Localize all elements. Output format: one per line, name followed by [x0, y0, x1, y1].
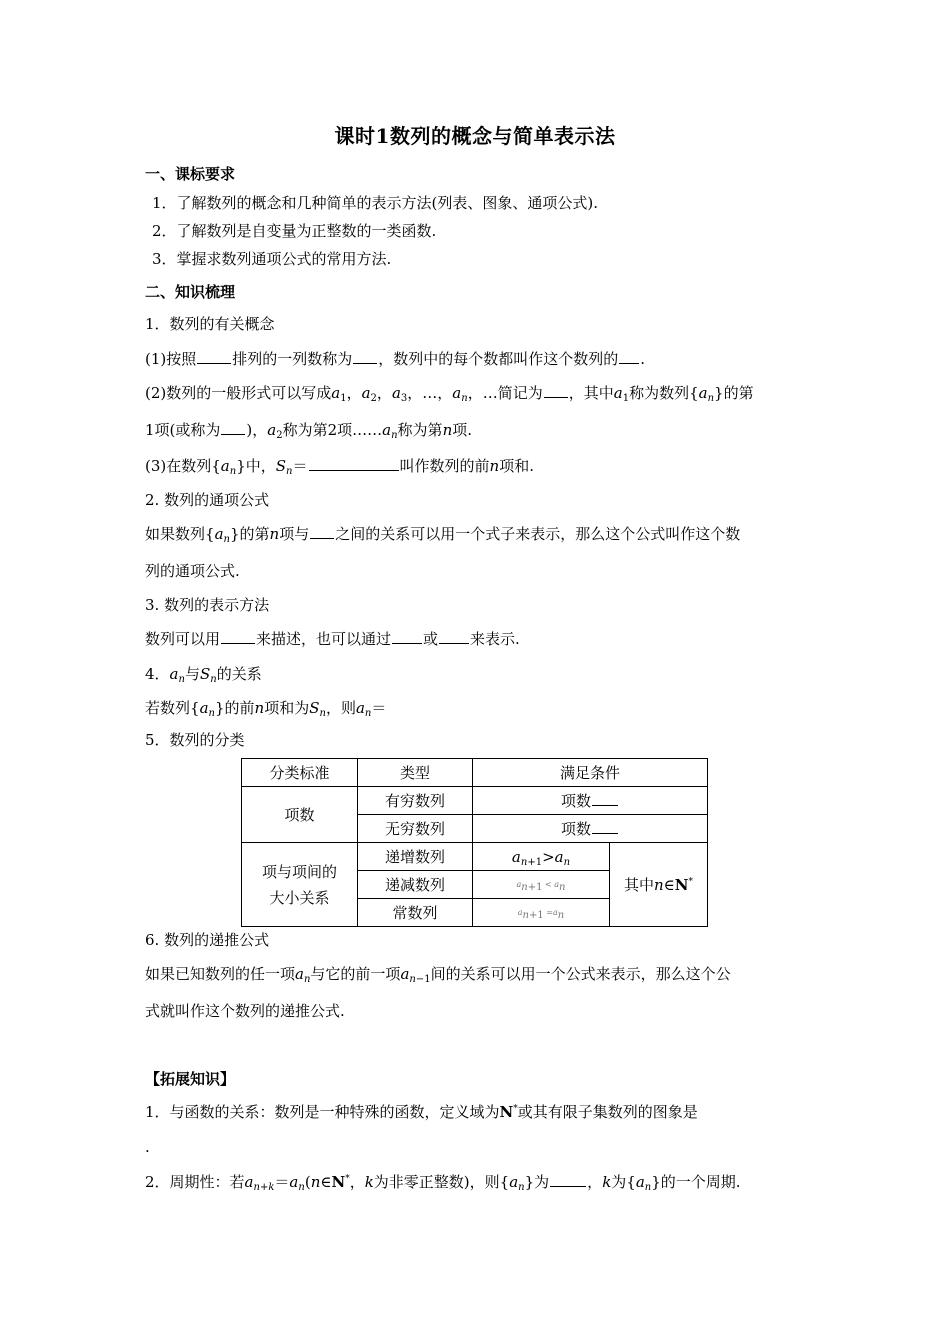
requirement-item-3: 3．掌握求数列通项公式的常用方法. — [152, 250, 392, 268]
paragraph-function-relation: 1．与函数的关系：数列是一种特殊的函数，定义域为N*或其有限子集数列的图象是 — [145, 1103, 698, 1121]
table-cell-condition: $a_{n+1} =a_n$ — [473, 899, 610, 927]
blank — [310, 524, 334, 539]
subheading-representation: 3. 数列的表示方法 — [145, 596, 270, 614]
paragraph-an-sn: 若数列$\{a_n\}$的前n项和为$S_n$，则$a_n=$ — [145, 699, 387, 719]
table-cell-condition: 项数 — [473, 787, 708, 815]
section-heading-requirements: 一、课标要求 — [145, 165, 236, 183]
blank — [592, 791, 618, 806]
paragraph-general-form-cont: 1项(或称为 )，$a_2$称为第2项$\dots\dots a_n$称为第n项. — [145, 421, 473, 441]
paragraph-general-form: (2)数列的一般形式可以写成$a_1$，$a_2$，$a_3$，…，$a_n$，…简记为 ，其中$a_1$称为数列$\{a_n\}$的第 — [145, 384, 754, 404]
requirement-item-1: 1．了解数列的概念和几种简单的表示方法(列表、图象、通项公式). — [152, 194, 599, 212]
table-cell-category: 项与项间的 大小关系 — [242, 843, 358, 927]
blank — [392, 629, 422, 644]
paragraph-partial-sum: (3)在数列$\{a_n\}$中，$S_n=$ 叫作数列的前n项和. — [145, 457, 534, 477]
table-cell-type: 有穷数列 — [358, 787, 473, 815]
table-cell-type: 递减数列 — [358, 871, 473, 899]
subheading-an-sn: 4．$a_n$与$S_n$的关系 — [145, 665, 262, 685]
blank — [309, 456, 399, 471]
subheading-classification: 5．数列的分类 — [145, 731, 245, 749]
paragraph-general-term-cont: 列的通项公式. — [145, 562, 240, 580]
section-heading-extension: 【拓展知识】 — [145, 1070, 236, 1088]
blank — [619, 349, 639, 364]
subheading-general-term: 2. 数列的通项公式 — [145, 491, 270, 509]
blank — [197, 349, 231, 364]
table-row — [242, 843, 708, 871]
blank — [439, 629, 469, 644]
table-cell-type: 无穷数列 — [358, 815, 473, 843]
paragraph-function-relation-end: . — [145, 1138, 150, 1156]
blank — [592, 819, 618, 834]
table-cell-type: 常数列 — [358, 899, 473, 927]
table-cell-note: 其中n∈N* — [610, 843, 708, 927]
table-cell-condition: $a_{n+1} < a_n$ — [473, 871, 610, 899]
paragraph-recursive: 如果已知数列的任一项$a_n$与它的前一项$a_{n-1}$间的关系可以用一个公式来表示，那么这个公 — [145, 965, 731, 985]
blank — [221, 420, 245, 435]
blank — [221, 629, 255, 644]
paragraph-general-term: 如果数列$\{a_n\}$的第n项与 之间的关系可以用一个式子来表示，那么这个公式叫作这个数 — [145, 525, 741, 545]
blank — [550, 1172, 586, 1187]
table-cell-condition: 项数 — [473, 815, 708, 843]
subheading-concepts: 1．数列的有关概念 — [145, 315, 275, 333]
table-cell-condition: $a_{n+1}>a_n$ — [473, 843, 610, 871]
table-header: 满足条件 — [473, 759, 708, 787]
blank — [353, 349, 377, 364]
section-heading-knowledge: 二、知识梳理 — [145, 283, 236, 301]
paragraph-definition: (1)按照 排列的一列数称为 ，数列中的每个数都叫作这个数列的 . — [145, 350, 646, 368]
paragraph-representation: 数列可以用 来描述，也可以通过 或 来表示. — [145, 630, 520, 648]
requirement-item-2: 2．了解数列是自变量为正整数的一类函数. — [152, 222, 437, 240]
table-cell-category: 项数 — [242, 787, 358, 843]
table-header: 分类标准 — [242, 759, 358, 787]
paragraph-recursive-cont: 式就叫作这个数列的递推公式. — [145, 1002, 345, 1020]
page-title: 课时1数列的概念与简单表示法 — [334, 124, 616, 148]
table-row — [242, 787, 708, 815]
blank — [544, 383, 568, 398]
table-cell-type: 递增数列 — [358, 843, 473, 871]
subheading-recursive: 6. 数列的递推公式 — [145, 931, 270, 949]
classification-table — [241, 758, 708, 927]
table-header-row — [242, 759, 708, 787]
paragraph-periodicity: 2．周期性：若$a_{n+k}=a_n(n\in N^*$，k为非零正整数)，则$\{a_n\}$为 ，k为$\{a_n\}$的一个周期. — [145, 1173, 741, 1193]
table-header: 类型 — [358, 759, 473, 787]
